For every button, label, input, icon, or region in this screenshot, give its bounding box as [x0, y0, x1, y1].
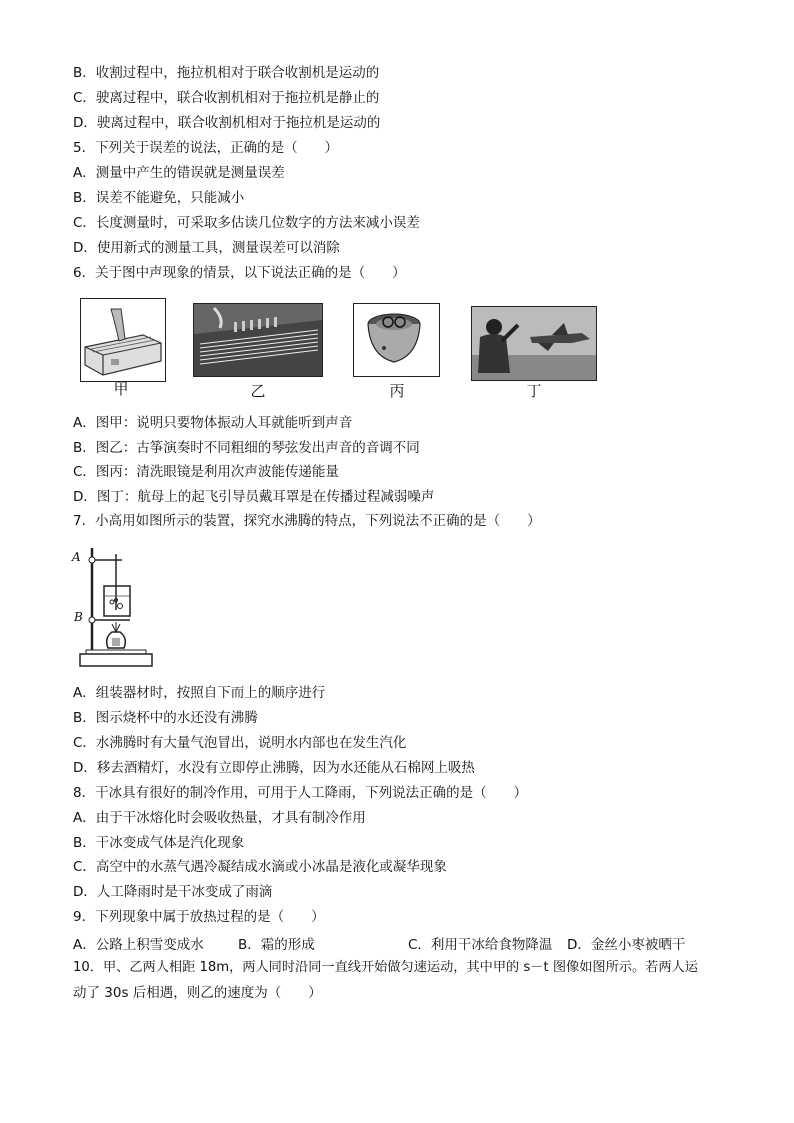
- q5-option-a: A．测量中产生的错误就是测量误差: [73, 165, 285, 181]
- q8-stem: 8．干冰具有很好的制冷作用，可用于人工降雨，下列说法正确的是（ ）: [73, 785, 528, 801]
- q5-option-b: B．误差不能避免，只能减小: [73, 190, 245, 206]
- boiling-apparatus-diagram: [72, 544, 156, 674]
- figure-ding-image: [471, 306, 597, 381]
- q10-stem-line-2: 动了 30s 后相遇，则乙的速度为（ ）: [73, 985, 322, 1001]
- q9-stem: 9．下列现象中属于放热过程的是（ ）: [73, 909, 325, 925]
- q6-option-d: D．图丁：航母上的起飞引导员戴耳罩是在传播过程减弱噪声: [73, 489, 435, 505]
- figure-bing-caption: 丙: [389, 382, 405, 400]
- q4-option-b: B．收割过程中，拖拉机相对于联合收割机是运动的: [73, 65, 380, 81]
- q9-option-a: A．公路上积雪变成水: [73, 937, 204, 953]
- figure-ding-caption: 丁: [526, 382, 542, 400]
- q6-option-a: A．图甲：说明只要物体振动人耳就能听到声音: [73, 415, 353, 431]
- q6-stem: 6．关于图中声现象的情景，以下说法正确的是（ ）: [73, 265, 406, 281]
- figure-bing-image: [353, 303, 440, 377]
- q6-option-b: B．图乙：古筝演奏时不同粗细的琴弦发出声音的音调不同: [73, 440, 420, 456]
- apparatus-label-b: B: [74, 610, 83, 624]
- q5-stem: 5．下列关于误差的说法，正确的是（ ）: [73, 140, 339, 156]
- figure-jia-image: [80, 298, 166, 382]
- q4-option-d: D．驶离过程中，联合收割机相对于拖拉机是运动的: [73, 115, 381, 131]
- apparatus-label-a: A: [72, 550, 81, 564]
- q7-option-d: D．移去酒精灯，水没有立即停止沸腾，因为水还能从石棉网上吸热: [73, 760, 475, 776]
- q7-option-b: B．图示烧杯中的水还没有沸腾: [73, 710, 258, 726]
- q9-option-d: D．金丝小枣被晒干: [567, 937, 686, 953]
- q7-option-c: C．水沸腾时有大量气泡冒出，说明水内部也在发生汽化: [73, 735, 407, 751]
- q7-option-a: A．组装器材时，按照自下而上的顺序进行: [73, 685, 326, 701]
- q5-option-d: D．使用新式的测量工具，测量误差可以消除: [73, 240, 340, 256]
- q10-stem-line-1: 10．甲、乙两人相距 18m，两人同时沿同一直线开始做匀速运动，其中甲的 s－t 图像如图所示。若两人运: [73, 960, 698, 975]
- q8-option-c: C．高空中的水蒸气遇冷凝结成水滴或小冰晶是液化或凝华现象: [73, 859, 447, 875]
- q6-option-c: C．图丙：清洗眼镜是利用次声波能传递能量: [73, 464, 339, 480]
- q8-option-d: D．人工降雨时是干冰变成了雨滴: [73, 884, 273, 900]
- figure-yi-caption: 乙: [250, 382, 266, 400]
- q7-stem: 7．小高用如图所示的装置，探究水沸腾的特点，下列说法不正确的是（ ）: [73, 513, 541, 529]
- q9-option-b: B．霜的形成: [238, 937, 315, 953]
- q8-option-b: B．干冰变成气体是汽化现象: [73, 835, 245, 851]
- q9-option-c: C．利用干冰给食物降温: [408, 937, 553, 953]
- q8-option-a: A．由于干冰熔化时会吸收热量，才具有制冷作用: [73, 810, 366, 826]
- q5-option-c: C．长度测量时，可采取多估读几位数字的方法来减小误差: [73, 215, 420, 231]
- figure-yi-image: [193, 303, 323, 377]
- q4-option-c: C．驶离过程中，联合收割机相对于拖拉机是静止的: [73, 90, 380, 106]
- figure-jia-caption: 甲: [113, 380, 129, 398]
